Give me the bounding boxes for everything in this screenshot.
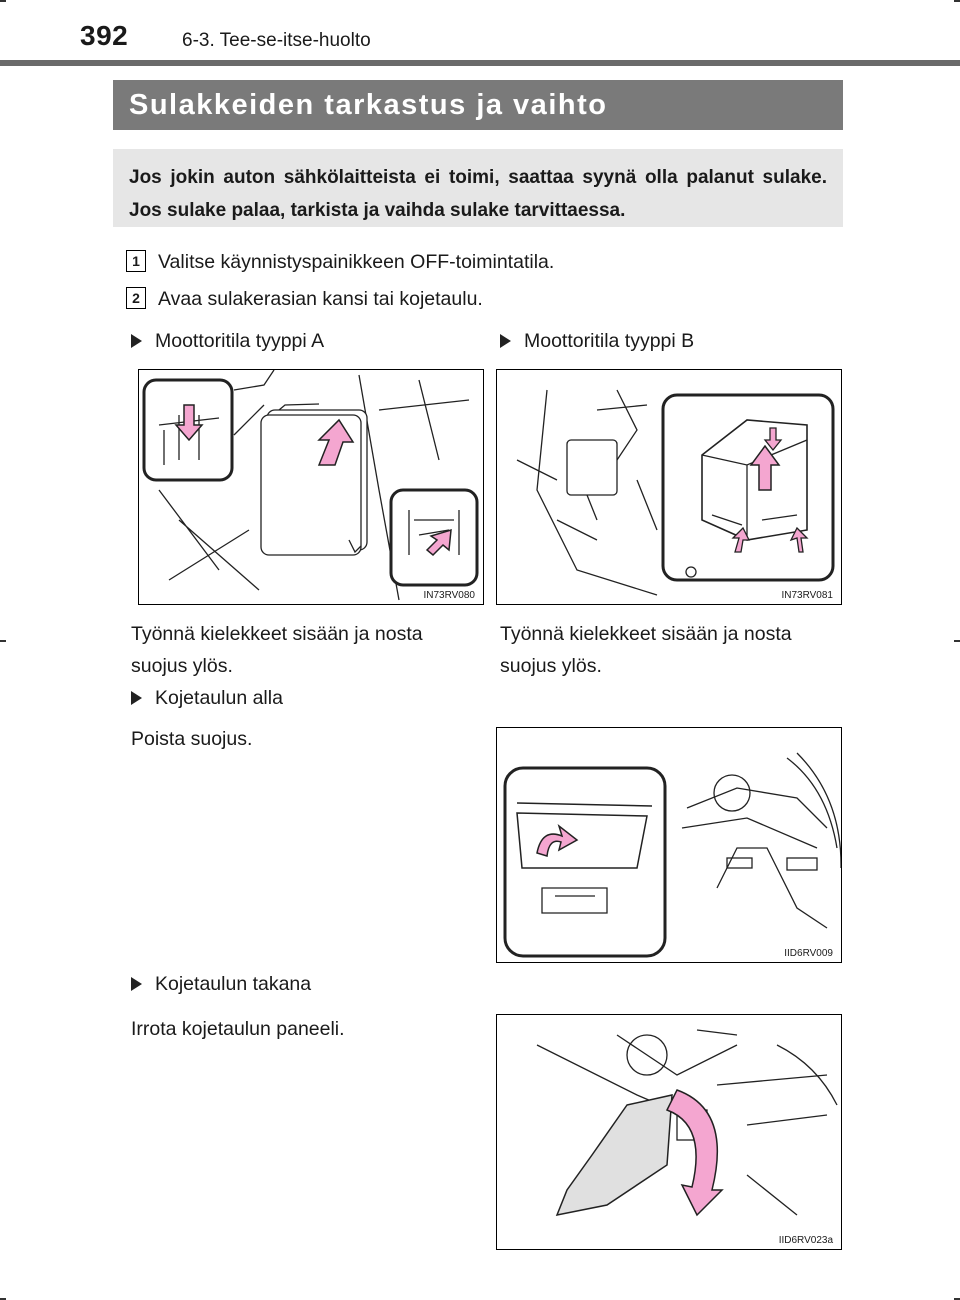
section-title: 6-3. Tee-se-itse-huolto bbox=[182, 30, 371, 51]
heading-under-dash-label: Kojetaulun alla bbox=[155, 687, 283, 709]
under-dash-illustration bbox=[497, 728, 841, 962]
caption-engine-b: Työnnä kielekkeet sisään ja nosta suojus ylös. bbox=[500, 623, 792, 677]
heading-behind-dash bbox=[131, 973, 311, 996]
figure-behind-dash bbox=[496, 1014, 842, 1250]
step-number-1: 1 bbox=[126, 250, 146, 272]
engine-b-illustration bbox=[497, 370, 841, 604]
behind-dash-illustration bbox=[497, 1015, 841, 1249]
page-title: Sulakkeiden tarkastus ja vaihto bbox=[129, 89, 608, 121]
crop-mark bbox=[0, 0, 6, 2]
figure-under-dash bbox=[496, 727, 842, 963]
caption-under-dash: Poista suojus. bbox=[131, 728, 253, 750]
triangle-bullet-icon bbox=[500, 334, 511, 348]
heading-engine-a bbox=[131, 330, 324, 353]
step-text-2: Avaa sulakerasian kansi tai kojetaulu. bbox=[158, 288, 483, 310]
crop-mark bbox=[954, 640, 960, 642]
figure-code-under-dash: IID6RV009 bbox=[784, 948, 833, 959]
triangle-bullet-icon bbox=[131, 334, 142, 348]
title-bar bbox=[113, 80, 843, 130]
step-text-1: Valitse käynnistyspainikkeen OFF-toimintatila. bbox=[158, 251, 555, 273]
figure-engine-a bbox=[138, 369, 484, 605]
heading-engine-b bbox=[500, 330, 694, 353]
crop-mark bbox=[954, 0, 960, 2]
figure-code-behind-dash: IID6RV023a bbox=[778, 1235, 833, 1246]
figure-engine-b bbox=[496, 369, 842, 605]
heading-engine-a-label: Moottoritila tyyppi A bbox=[155, 330, 325, 352]
caption-behind-dash: Irrota kojetaulun paneeli. bbox=[131, 1018, 345, 1040]
crop-mark bbox=[0, 640, 6, 642]
step-number-2: 2 bbox=[126, 287, 146, 309]
page-number: 392 bbox=[80, 20, 129, 51]
triangle-bullet-icon bbox=[131, 691, 142, 705]
triangle-bullet-icon bbox=[131, 977, 142, 991]
figure-code-engine-b: IN73RV081 bbox=[781, 590, 833, 601]
caption-engine-a: Työnnä kielekkeet sisään ja nosta suojus ylös. bbox=[131, 623, 423, 677]
figure-code-engine-a: IN73RV080 bbox=[423, 590, 475, 601]
heading-behind-dash-label: Kojetaulun takana bbox=[155, 973, 312, 995]
heading-engine-b-label: Moottoritila tyyppi B bbox=[524, 330, 695, 352]
heading-under-dash bbox=[131, 687, 283, 710]
header-rule bbox=[0, 60, 960, 66]
engine-a-illustration bbox=[139, 370, 483, 604]
intro-box: Jos jokin auton sähkölaitteista ei toimi, saattaa syynä olla palanut sulake. Jos sulake palaa, tarkista ja vaihda sulake tarvittaessa. bbox=[113, 149, 843, 227]
